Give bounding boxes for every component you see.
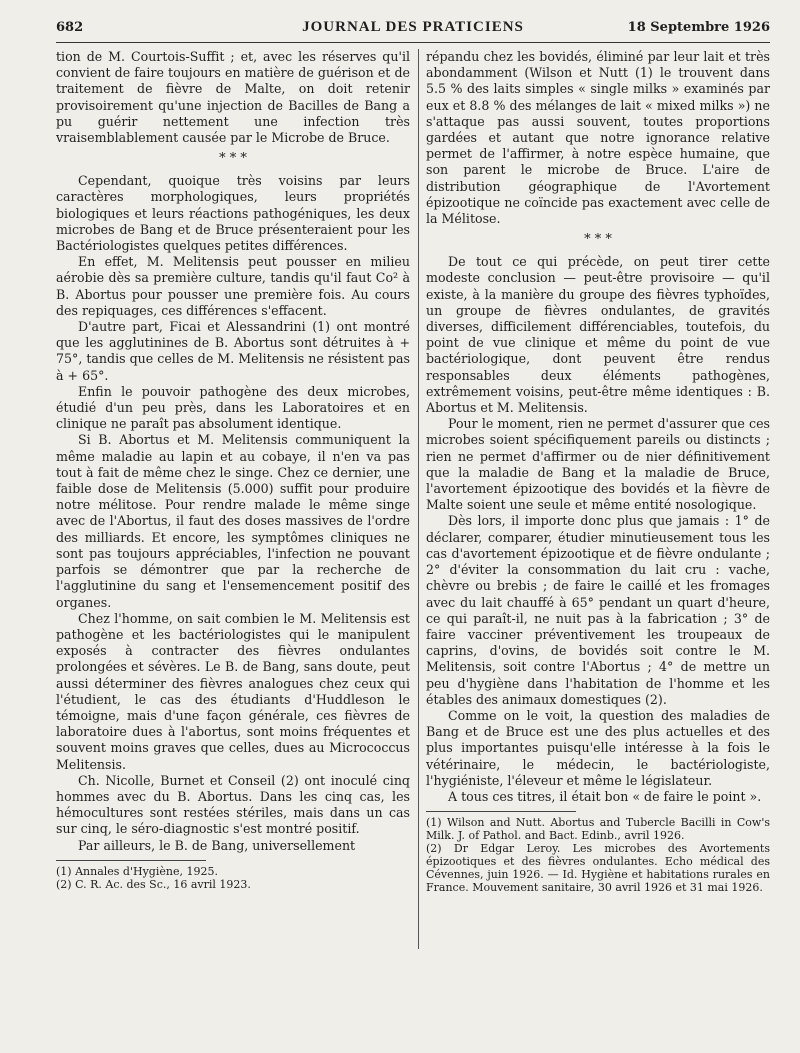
left-paragraph-8: Ch. Nicolle, Burnet et Conseil (2) ont inoculé cinq hommes avec du B. Abortus. Dans les cinq cas, les hémocultures sont restées stériles, mais dans un cas sur cinq, le séro-diagnostic s'est montré positif.	[56, 772, 410, 837]
left-paragraph-7: Chez l'homme, on sait combien le M. Melitensis est pathogène et les bactériologistes qui le manipulent exposés à contracter des fièvres ondulantes prolongées et sévères. Le B. de Bang, sans doute, peut aussi déterminer des fièvres analogues chez ceux qui l'étudient, le cas des étudiants d'Huddleson le témoigne, mais d'une façon générale, ces fièvres de laboratoire dues à l'abortus, sont moins fréquentes et souvent moins graves que celles, dues au Micrococcus Melitensis.	[56, 610, 410, 772]
left-paragraph-3: En effet, M. Melitensis peut pousser en milieu aérobie dès sa première culture, tandis qu'il faut Co² à B. Abortus pour pousser une première fois. Au cours des repiquages, ces différences s'effacent.	[56, 254, 410, 318]
right-paragraph-4: Dès lors, il importe donc plus que jamais : 1° de déclarer, comparer, étudier minutieusement tous les cas d'avortement épizootique et de fièvre ondulante ; 2° d'éviter la consommation du lait cru : vache, chèvre ou brebis ; de faire le caillé et les fromages avec du lait chauffé à 65° pendant un quart d'heure, ce qui paraît-il, ne nuit pas à la fabrication ; 3° de faire vacciner préventivement les troupeaux de caprins, d'ovins, de bovidés soit contre le M. Melitensis, soit contre l'Abortus ; 4° de mettre un peu d'hygiène dans l'habitation de l'homme et les étables des animaux domestiques (2).	[426, 513, 770, 707]
footnotes-left	[56, 865, 410, 891]
left-paragraph-1: tion de M. Courtois-Suffit ; et, avec les réserves qu'il convient de faire toujours en matière de guérison et de traitement de fièvre de Malte, on doit retenir provisoirement qu'une injection de Bacilles de Bang a pu guérir nettement une infection très vraisemblablement causée par le Microbe de Bruce.	[56, 49, 410, 146]
footnote-rule-right	[426, 811, 576, 812]
left-paragraph-2: Cependant, quoique très voisins par leurs caractères morphologiques, leurs propriétés biologiques et leurs réactions pathogéniques, les deux microbes de Bang et de Bruce présenteraient pour les Bactériologistes quelques petites différences.	[56, 173, 410, 254]
right-paragraph-6: A tous ces titres, il était bon « de faire le point ».	[448, 788, 762, 804]
footnote-left-1: (1) Annales d'Hygiène, 1925.	[56, 864, 218, 878]
left-paragraph-4: D'autre part, Ficai et Alessandrini (1) ont montré que les agglutinines de B. Abortus sont détruites à + 75°, tandis que celles de M. Melitensis ne résistent pas à + 65°.	[56, 319, 410, 383]
footnote-right-2: (2) Dr Edgar Leroy. Les microbes des Avortements épizootiques et des fièvres ondulantes. Echo médical des Cévennes, juin 1926. — Id. Hygiène et habitations rurales en France. Mouvement sanitaire, 30 avril 1926 et 31 mai 1926.	[426, 842, 770, 895]
page-number: 682	[56, 20, 84, 35]
footnote-rule-left	[56, 860, 206, 861]
issue-date: 18 Septembre 1926	[627, 20, 770, 35]
left-paragraph-9: Par ailleurs, le B. de Bang, universellement	[78, 837, 356, 853]
right-paragraph-5: Comme on le voit, la question des maladies de Bang et de Bruce est une des plus actuelles et des plus importantes puisqu'elle intéresse à la fois le vétérinaire, le médecin, le bactériologiste, l'hygiéniste, l'éleveur et même le législateur.	[426, 707, 770, 788]
section-separator-left: * * *	[219, 151, 247, 167]
right-paragraph-1: répandu chez les bovidés, éliminé par leur lait et très abondamment (Wilson et Nutt (1) le trouvent dans 5.5 % des laits simples « single milks » examinés par eux et 8.8 % des mélanges de lait « mixed milks ») ne s'attaque pas aussi souvent, toutes proportions gardées et autant que notre ignorance relative permet de l'affirmer, à notre espèce humaine, que son parent le microbe de Bruce. L'aire de distribution géographique de l'Avortement épizootique ne coïncide pas exactement avec celle de la Mélitose.	[426, 49, 770, 227]
section-separator-right: * * *	[584, 232, 612, 248]
right-paragraph-2: De tout ce qui précède, on peut tirer cette modeste conclusion — peut-être provisoire — qu'il existe, à la manière du groupe des fièvres typhoïdes, un groupe de fièvres ondulantes, de gravités diverses, difficilement différenciables, toutefois, du point de vue clinique et même du point de vue bactériologique, dont peuvent être rendus responsables deux éléments pathogènes, extrêmement voisins, peut-être même identiques : B. Abortus et M. Melitensis.	[426, 254, 770, 416]
column-divider	[418, 49, 419, 949]
footnote-left-2: (2) C. R. Ac. des Sc., 16 avril 1923.	[56, 877, 251, 891]
right-column	[426, 49, 770, 894]
journal-title: JOURNAL DES PRATICIENS	[302, 19, 524, 35]
footnotes-right	[426, 816, 770, 894]
left-paragraph-5: Enfin le pouvoir pathogène des deux microbes, étudié d'un peu près, dans les Laboratoires et en clinique ne paraît pas absolument identique.	[56, 383, 410, 432]
left-paragraph-6: Si B. Abortus et M. Melitensis communiquent la même maladie au lapin et au cobaye, il n'en va pas tout à fait de même chez le singe. Chez ce dernier, une faible dose de Melitensis (5.000) suffit pour produire notre mélitose. Pour rendre malade le même singe avec de l'Abortus, il faut des doses massives de l'ordre des milliards. Et encore, les symptômes cliniques ne sont pas toujours appréciables, l'infection ne pouvant parfois se démontrer que par la recherche de l'agglutinine du sang et l'ensemencement positif des organes.	[56, 432, 410, 610]
page-header	[56, 16, 770, 43]
footnote-right-1: (1) Wilson and Nutt. Abortus and Tubercle Bacilli in Cow's Milk. J. of Pathol. and Bact. Edinb., avril 1926.	[426, 816, 770, 843]
right-paragraph-3: Pour le moment, rien ne permet d'assurer que ces microbes soient spécifiquement pareils ou distincts ; rien ne permet d'affirmer ou de nier définitivement que la maladie de Bang et la maladie de Bruce, l'avortement épizootique des bovidés et la fièvre de Malte soient une seule et même entité nosologique.	[426, 416, 770, 513]
left-column	[56, 49, 410, 891]
